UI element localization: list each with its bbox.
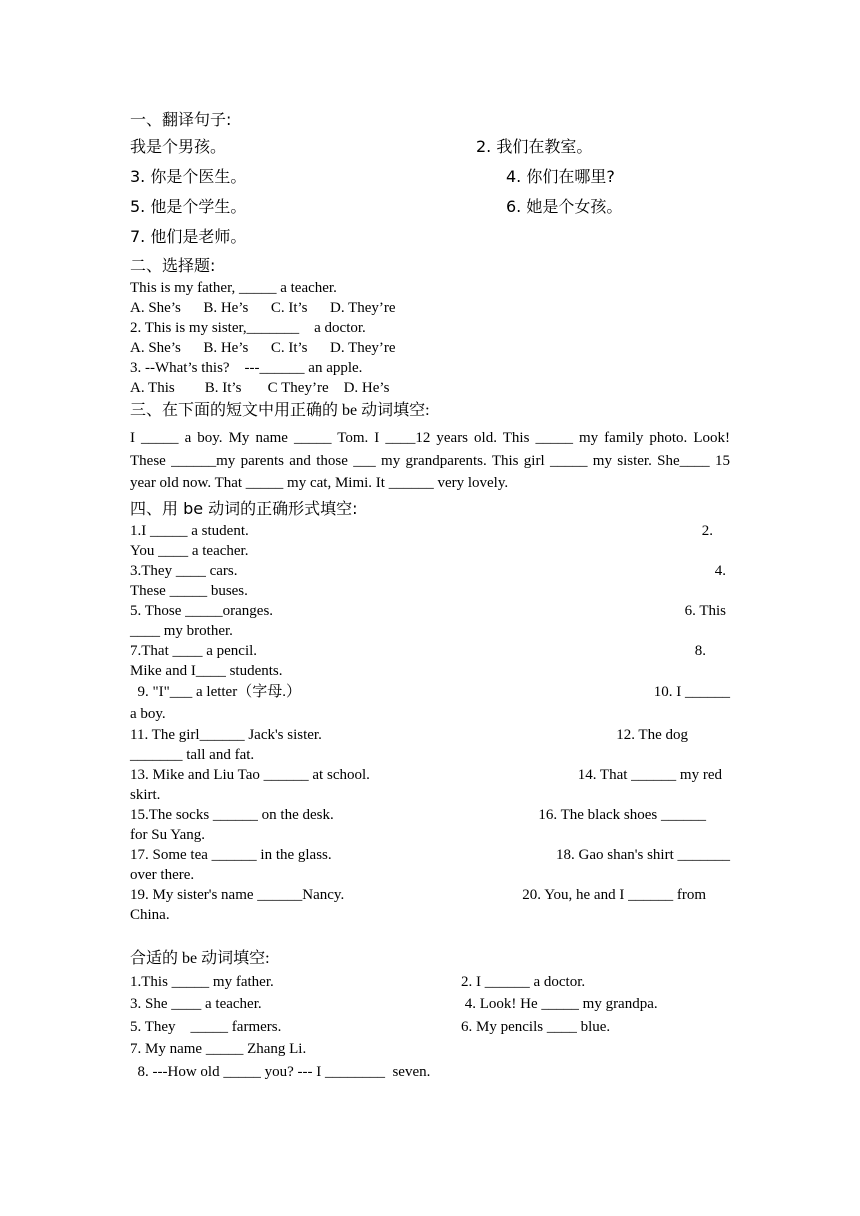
fill-pair bbox=[130, 805, 730, 845]
translate-item: 5. 他是个学生。 bbox=[130, 197, 247, 216]
fill-item-number: 12. The dog bbox=[616, 726, 688, 743]
options-line: A. She’s B. He’s C. It’s D. They’re bbox=[130, 340, 396, 356]
fill-item-continued: You ____ a teacher. bbox=[130, 542, 249, 559]
fill-item-number: 6. This bbox=[684, 602, 726, 619]
fill-pair bbox=[130, 845, 730, 885]
fill-item-number: 4. bbox=[714, 562, 726, 579]
fill-item-continued: skirt. bbox=[130, 786, 161, 803]
fill-item-number: 14. That ______ my red bbox=[577, 766, 722, 783]
translate-item: 6. 她是个女孩。 bbox=[506, 197, 623, 216]
fill-item: 7.That ____ a pencil. bbox=[130, 642, 258, 659]
fill-item: 17. Some tea ______ in the glass. bbox=[130, 846, 332, 863]
options-line: A. She’s B. He’s C. It’s D. They’re bbox=[130, 300, 396, 316]
fill-item-continued: Mike and I____ students. bbox=[130, 662, 283, 679]
fill-item: 5. Those _____oranges. bbox=[130, 602, 274, 619]
fill-item: 11. The girl______ Jack's sister. bbox=[130, 726, 322, 743]
fill-item-continued: for Su Yang. bbox=[130, 826, 206, 843]
translate-row bbox=[130, 192, 730, 222]
fill-pair bbox=[130, 521, 730, 561]
cloze-paragraph: I _____ a boy. My name _____ Tom. I ____12 years old. This _____ my family photo. Look! These ______my parents and those ___ my grandparents. This girl _____ my sister. She____ 15 year old now. That _____ my cat, Mimi. It ______ very lovely. bbox=[130, 430, 730, 491]
fill-row bbox=[130, 971, 730, 994]
fill-row bbox=[130, 1016, 730, 1039]
fill-item-number: 18. Gao shan's shirt _______ bbox=[556, 846, 730, 863]
section4-title: 四、用 be 动词的正确形式填空: bbox=[130, 498, 358, 518]
fill-row bbox=[130, 1061, 730, 1084]
translate-item: 2. 我们在教室。 bbox=[476, 137, 593, 156]
fill-item-number: 20. You, he and I ______ from bbox=[522, 886, 706, 903]
fill-item: 3.They ____ cars. bbox=[130, 562, 238, 579]
fill-item-continued: over there. bbox=[130, 866, 195, 883]
fill-item: 5. They _____ farmers. bbox=[130, 1018, 282, 1035]
fill-pair bbox=[130, 641, 730, 681]
section5-title: 合适的 be 动词填空: bbox=[130, 949, 270, 967]
fill-item: 1.I _____ a student. bbox=[130, 522, 249, 539]
fill-pair bbox=[130, 561, 730, 601]
options-line: A. This B. It’s C They’re D. He’s bbox=[130, 380, 390, 396]
fill-item: 7. My name _____ Zhang Li. bbox=[130, 1041, 307, 1057]
fill-pair bbox=[130, 765, 730, 805]
translate-row bbox=[130, 222, 730, 252]
fill-pair bbox=[130, 681, 730, 725]
fill-item: 15.The socks ______ on the desk. bbox=[130, 806, 334, 823]
fill-item: 8. ---How old _____ you? --- I ________ seven. bbox=[130, 1063, 431, 1080]
section1-title: 一、翻译句子: bbox=[130, 110, 232, 129]
question-line: 2. This is my sister,_______ a doctor. bbox=[130, 320, 366, 336]
section2-title: 二、选择题: bbox=[130, 256, 216, 275]
section3-title: 三、在下面的短文中用正确的 be 动词填空: bbox=[130, 402, 430, 419]
fill-row bbox=[130, 993, 730, 1016]
fill-item-number: 16. The black shoes ______ bbox=[538, 806, 706, 823]
fill-item: 6. My pencils ____ blue. bbox=[461, 1018, 611, 1035]
worksheet bbox=[130, 108, 730, 1083]
question-line: This is my father, _____ a teacher. bbox=[130, 280, 337, 296]
fill-item: 9. "I"___ a letter（字母.） bbox=[130, 683, 301, 700]
fill-pair bbox=[130, 885, 730, 925]
fill-item: 2. I ______ a doctor. bbox=[461, 973, 586, 990]
fill-item: 4. Look! He _____ my grandpa. bbox=[461, 996, 658, 1012]
fill-pair bbox=[130, 601, 730, 641]
translate-item: 我是个男孩。 bbox=[130, 137, 227, 156]
fill-item-number: 2. bbox=[701, 522, 713, 539]
question-line: 3. --What’s this? ---______ an apple. bbox=[130, 360, 363, 376]
fill-item-number: 8. bbox=[694, 642, 706, 659]
fill-item: 3. She ____ a teacher. bbox=[130, 996, 262, 1012]
translate-row bbox=[130, 132, 730, 162]
translate-item: 7. 他们是老师。 bbox=[130, 227, 247, 246]
fill-row bbox=[130, 1038, 730, 1061]
translate-row bbox=[130, 162, 730, 192]
fill-item-continued: China. bbox=[130, 906, 170, 923]
fill-pair bbox=[130, 725, 730, 765]
fill-item: 1.This _____ my father. bbox=[130, 973, 274, 990]
fill-item-continued: _______ tall and fat. bbox=[130, 746, 255, 763]
fill-item-continued: ____ my brother. bbox=[130, 622, 233, 639]
translate-item: 3. 你是个医生。 bbox=[130, 167, 247, 186]
fill-item: 19. My sister's name ______Nancy. bbox=[130, 886, 345, 903]
fill-item-continued: These _____ buses. bbox=[130, 582, 248, 599]
fill-item: 13. Mike and Liu Tao ______ at school. bbox=[130, 766, 370, 783]
fill-item-number: 10. I ______ bbox=[653, 683, 730, 700]
translate-item: 4. 你们在哪里? bbox=[506, 167, 615, 186]
fill-item-continued: a boy. bbox=[130, 705, 166, 722]
